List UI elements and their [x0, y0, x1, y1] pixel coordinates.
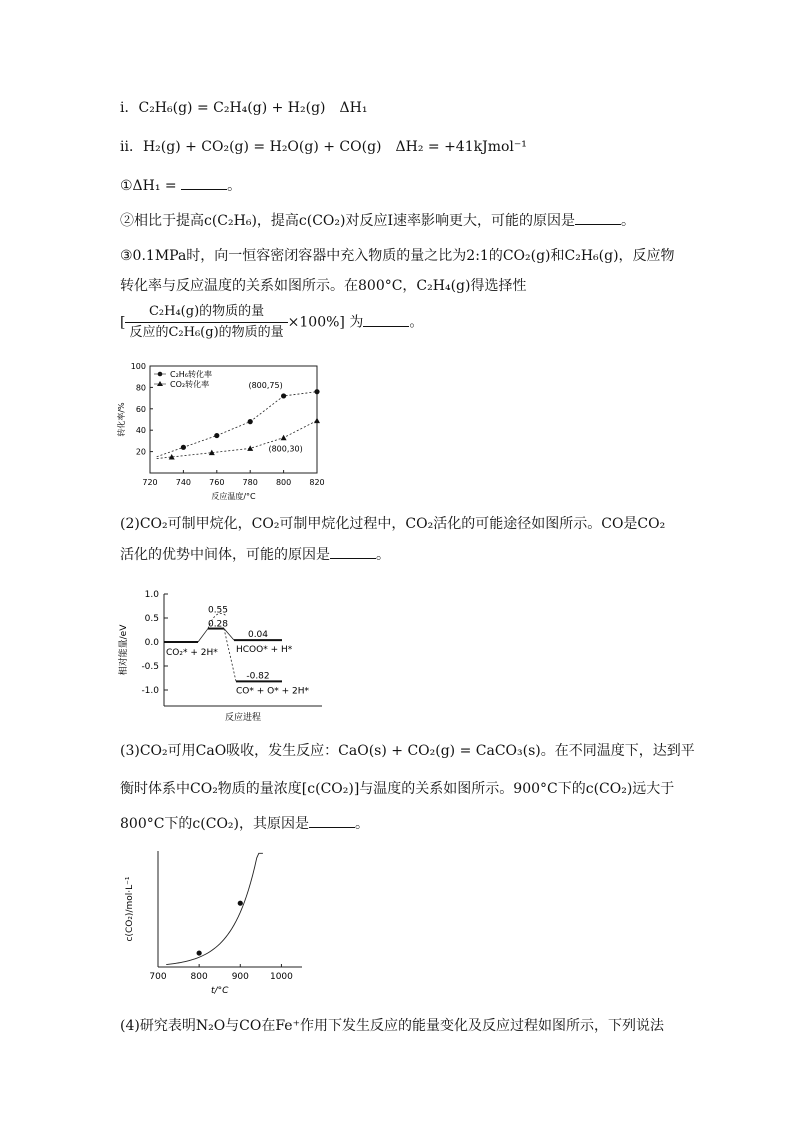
x-tick-label: 740 [175, 478, 192, 487]
selectivity-fraction: $\frac{\text{C₂H₄(g)的物质的量}}{\text{反应的C₂H₆(g)的物质的量}}$ [125, 302, 287, 343]
x-tick-label: 800 [190, 972, 208, 982]
x-tick-label: 700 [149, 972, 167, 982]
answer-blank[interactable] [330, 544, 376, 559]
x-axis-label: t/°C [211, 986, 229, 996]
y-tick-label: -0.5 [141, 662, 159, 672]
y-tick-label: 20 [135, 447, 146, 457]
species-label: HCOO* + H* [236, 645, 293, 656]
y-tick-label: 0.0 [144, 638, 159, 648]
x-axis-label: 反应温度/°C [211, 492, 256, 501]
y-tick-label: 0.5 [144, 614, 159, 624]
reaction-i: i．C₂H₆(g) = C₂H₄(g) + H₂(g) ΔH₁ [120, 100, 368, 116]
x-tick-label: 1000 [269, 972, 293, 982]
energy-diagram [112, 588, 327, 733]
data-point [281, 435, 287, 441]
legend-label: C₂H₆转化率 [170, 370, 213, 379]
x-axis-label: 反应进程 [224, 713, 262, 723]
answer-blank[interactable] [309, 813, 355, 828]
q4-line1: (4)研究表明N₂O与CO在Fe⁺作用下发生反应的能量变化及反应过程如图所示，下列说法 [120, 1018, 664, 1034]
co2-concentration-chart [112, 845, 312, 1000]
data-point [181, 445, 186, 450]
data-point [247, 445, 253, 451]
q1-part3-line2: 转化率与反应温度的关系如图所示。在800°C，C₂H₄(g)得选择性 [120, 278, 527, 294]
x-tick-label: 780 [242, 478, 258, 487]
conversion-chart [112, 358, 327, 503]
q3-line2: 衡时体系中CO₂物质的量浓度[c(CO₂)]与温度的关系如图所示。900°C下的c(CO₂)远大于 [120, 781, 675, 797]
q2-line2: 活化的优势中间体，可能的原因是 。 [120, 544, 390, 565]
y-tick-label: 60 [135, 404, 146, 414]
y-tick-label: 40 [135, 426, 146, 436]
y-tick-label: 1.0 [144, 590, 159, 600]
data-point [281, 393, 286, 398]
data-point [314, 389, 319, 394]
y-axis-label: 相对能量/eV [119, 624, 129, 676]
x-tick-label: 760 [209, 478, 225, 487]
energy-value-label: 0.04 [247, 630, 269, 641]
x-tick-label: 720 [142, 478, 158, 487]
y-axis-label: 转化率/% [117, 402, 126, 437]
legend-marker [157, 381, 163, 386]
q3-line3: 800°C下的c(CO₂)，其原因是 。 [120, 813, 369, 834]
y-tick-label: 100 [130, 362, 146, 371]
q1-part1: ①ΔH₁ = 。 [120, 175, 241, 196]
annotation: (800,75) [248, 380, 283, 390]
data-point [214, 433, 219, 438]
y-tick-label: 80 [135, 383, 146, 393]
species-label: CO₂* + 2H* [166, 648, 218, 658]
reaction-ii: ii．H₂(g) + CO₂(g) = H₂O(g) + CO(g) ΔH₂ = +41kJmol⁻¹ [120, 139, 527, 155]
concentration-curve [166, 853, 263, 964]
selectivity-formula: [ $\frac{\text{C₂H₄(g)的物质的量}}{\text{反应的C₂H₆(g)的物质的量}}$ ×100%] 为 。 [120, 302, 423, 343]
x-tick-label: 900 [231, 972, 249, 982]
energy-value-label: 0.55 [207, 605, 229, 616]
data-point [197, 950, 202, 955]
y-tick-label: -1.0 [141, 686, 159, 696]
answer-blank[interactable] [363, 312, 409, 327]
q2-line1: (2)CO₂可制甲烷化，CO₂可制甲烷化过程中，CO₂活化的可能途径如图所示。CO是CO₂ [120, 516, 666, 532]
x-tick-label: 800 [275, 478, 292, 487]
y-axis-label: c(CO₂)/mol·L⁻¹ [125, 876, 135, 942]
energy-value-label: 0.28 [207, 619, 229, 630]
energy-path [198, 629, 208, 642]
legend-label: CO₂转化率 [170, 380, 210, 389]
q1-part3-line1: ③0.1MPa时，向一恒容密闭容器中充入物质的量之比为2:1的CO₂(g)和C₂H₆(g)，反应物 [120, 248, 675, 264]
x-tick-label: 820 [309, 478, 325, 487]
energy-value-label: -0.82 [246, 671, 270, 682]
data-point [314, 418, 320, 424]
data-point [248, 419, 253, 424]
q1-part2: ②相比于提高c(C₂H₆)，提高c(CO₂)对反应I速率影响更大，可能的原因是 。 [120, 210, 635, 231]
annotation: (800,30) [268, 444, 303, 454]
data-point [238, 901, 243, 906]
answer-blank[interactable] [181, 175, 227, 190]
species-label: CO* + O* + 2H* [236, 686, 309, 697]
answer-blank[interactable] [575, 210, 621, 225]
q3-line1: (3)CO₂可用CaO吸收，发生反应：CaO(s) + CO₂(g) = CaCO₃(s)。在不同温度下，达到平 [120, 743, 695, 759]
energy-path [224, 629, 236, 682]
